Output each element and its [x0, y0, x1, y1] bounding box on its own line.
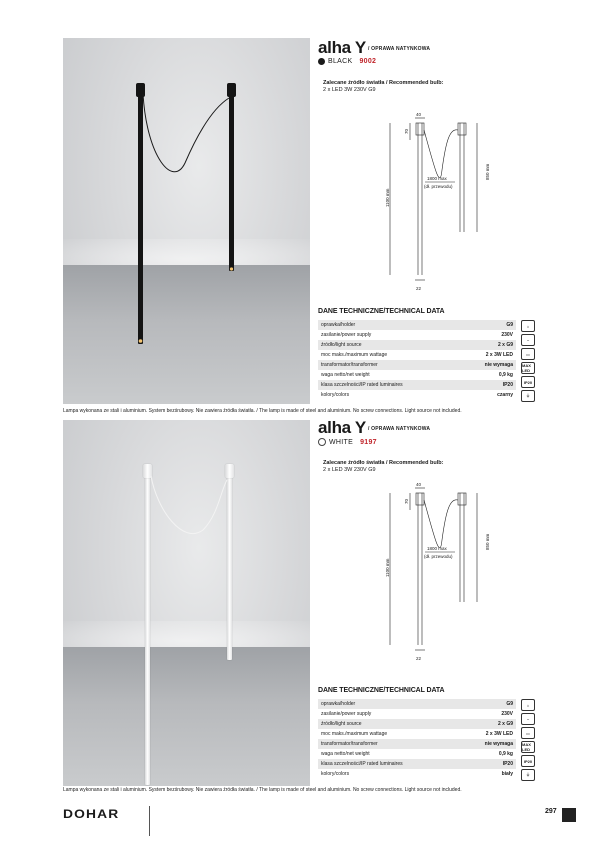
tech-row: kolory/colors czarny: [321, 392, 513, 398]
tech-title: DANE TECHNICZNE/TECHNICAL DATA: [318, 687, 445, 694]
color-swatch: [318, 58, 325, 65]
dim-bottom: 22: [416, 286, 422, 291]
ground-icon: ⏚: [521, 390, 535, 402]
dim-right: 850 mm: [485, 163, 490, 180]
brand-logo: DOHAR: [63, 807, 120, 821]
tech-title: DANE TECHNICZNE/TECHNICAL DATA: [318, 308, 445, 315]
color-name: BLACK: [328, 58, 353, 65]
color-swatch: [318, 438, 326, 446]
dim-cable: 1800 max: [427, 176, 447, 181]
tech-row: klasa szczelności/IP rated luminaires IP20: [318, 759, 516, 769]
dim-left: 1100 mm: [385, 188, 390, 207]
power-icon: ~: [521, 334, 535, 346]
recommended-bulb: Zalecane źródło światła / Recommended bulb: 2 x LED 3W 230V G9: [323, 80, 444, 93]
tech-row: zasilanie/power supply 230V: [321, 711, 513, 717]
bulb-icon: ▭: [521, 727, 535, 739]
dimension-drawing: [360, 480, 500, 680]
holder-icon: ⌂: [521, 699, 535, 711]
color-code: 9197: [360, 438, 377, 446]
dim-small: 70: [404, 128, 409, 134]
color-name: WHITE: [329, 438, 354, 446]
tech-row: waga netto/net weight 0,9 kg: [321, 372, 513, 378]
color-code: 9002: [359, 58, 377, 65]
tech-table: [318, 320, 516, 400]
product-photo-white: [63, 420, 310, 786]
tech-row: waga netto/net weight 0,9 kg: [321, 751, 513, 757]
max-led-icon: MAX LED: [521, 362, 535, 374]
tech-row: transformator/transformer nie wymaga: [318, 739, 516, 749]
caption: Lampa wykonana ze stali i aluminium. System bezśrubowy. Nie zawiera źródła światła. / The lamp is made of steel and aluminium. No screw connections. Light source not included.: [63, 408, 462, 414]
tech-table: [318, 699, 516, 779]
ip-icon: IP20: [521, 755, 535, 767]
caption: Lampa wykonana ze stali i aluminium. System bezśrubowy. Nie zawiera źródła światła. / The lamp is made of steel and aluminium. No screw connections. Light source not included.: [63, 787, 462, 793]
tech-row: zasilanie/power supply 230V: [321, 332, 513, 338]
bulb-icon: ▭: [521, 348, 535, 360]
dim-cable-note: (dł. przewodu): [424, 554, 453, 559]
tech-row: moc maks./maximum wattage 2 x 3W LED: [321, 352, 513, 358]
page-number: 297: [545, 808, 557, 815]
dimension-drawing: [360, 110, 500, 310]
page-marker: [562, 808, 576, 822]
color-line: [318, 438, 377, 446]
ip-icon: IP20: [521, 376, 535, 388]
dim-top: 40: [416, 112, 422, 117]
dim-small: 70: [404, 498, 409, 504]
product-title: alha Y / OPRAWA NATYNKOWA: [318, 418, 431, 437]
lamp-cable: [63, 38, 310, 404]
max-led-icon: MAX LED: [521, 741, 535, 753]
tech-row: moc maks./maximum wattage 2 x 3W LED: [321, 731, 513, 737]
lamp-cable: [63, 420, 310, 786]
dim-cable: 1800 max: [427, 546, 447, 551]
spec-icons: [521, 699, 535, 783]
spec-icons: [521, 320, 535, 404]
tech-row: źródło/light source 2 x G9: [318, 340, 516, 350]
product-title: alha Y / OPRAWA NATYNKOWA: [318, 38, 431, 57]
ground-icon: ⏚: [521, 769, 535, 781]
product-photo-black: [63, 38, 310, 404]
dim-left: 1100 mm: [385, 558, 390, 577]
tech-row: transformator/transformer nie wymaga: [318, 360, 516, 370]
dim-bottom: 22: [416, 656, 422, 661]
tech-row: oprawka/holder G9: [318, 320, 516, 330]
color-line: [318, 58, 376, 65]
power-icon: ~: [521, 713, 535, 725]
tech-row: klasa szczelności/IP rated luminaires IP20: [318, 380, 516, 390]
recommended-bulb: Zalecane źródło światła / Recommended bulb: 2 x LED 3W 230V G9: [323, 460, 444, 473]
tech-row: oprawka/holder G9: [318, 699, 516, 709]
footer-divider: [149, 806, 150, 836]
holder-icon: ⌂: [521, 320, 535, 332]
tech-row: źródło/light source 2 x G9: [318, 719, 516, 729]
tech-row: kolory/colors biały: [321, 771, 513, 777]
dim-right: 850 mm: [485, 533, 490, 550]
dim-cable-note: (dł. przewodu): [424, 184, 453, 189]
dim-top: 40: [416, 482, 422, 487]
